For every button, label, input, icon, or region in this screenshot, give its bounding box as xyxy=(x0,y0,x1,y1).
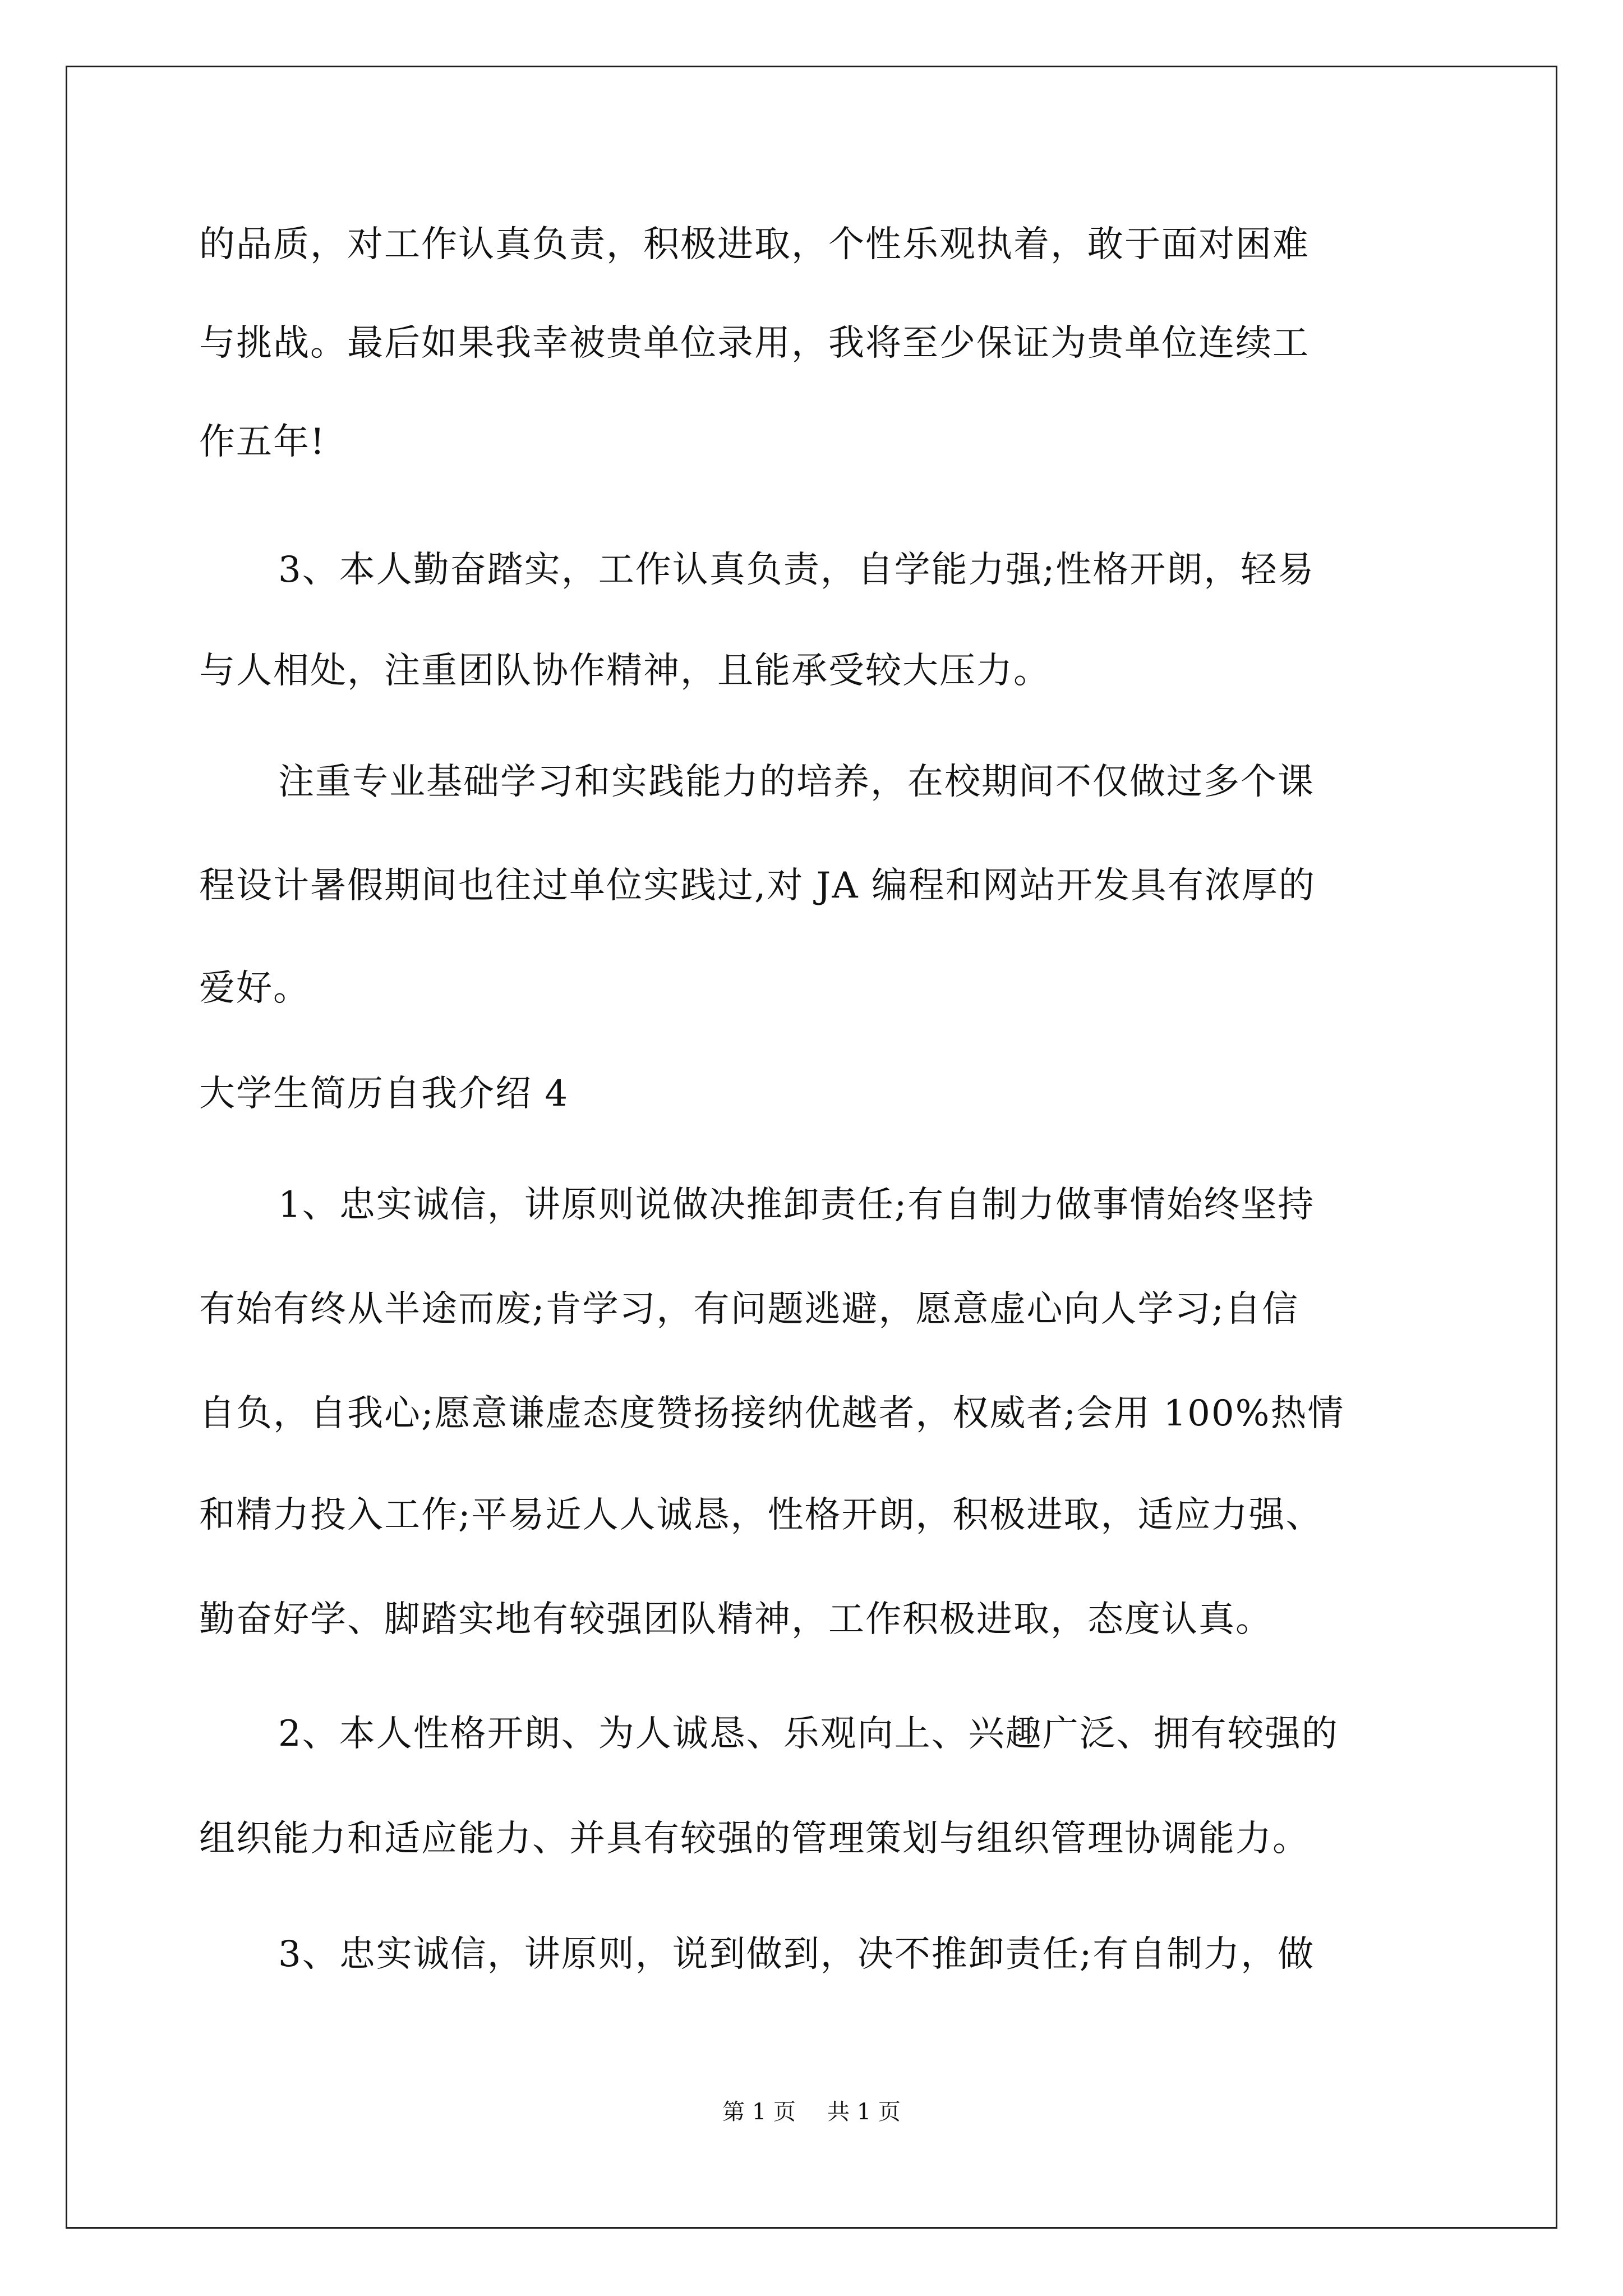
body-text-line: 作五年! xyxy=(199,421,326,463)
paragraph-first-line: 2、本人性格开朗、为人诚恳、乐观向上、兴趣广泛、拥有较强的 xyxy=(278,1713,1339,1755)
total-page-count: 共 1 页 xyxy=(827,2099,901,2125)
body-text-line: 的品质，对工作认真负责，积极进取，个性乐观执着，敢于面对困难 xyxy=(199,224,1310,265)
paragraph-first-line: 3、忠实诚信，讲原则，说到做到，决不推卸责任;有自制力，做 xyxy=(278,1934,1315,1975)
body-text-line: 爱好。 xyxy=(199,968,310,1009)
body-text-line: 组织能力和适应能力、并具有较强的管理策划与组织管理协调能力。 xyxy=(199,1818,1310,1860)
body-text-line: 和精力投入工作;平易近人人诚恳，性格开朗，积极进取，适应力强、 xyxy=(199,1494,1323,1536)
body-text-line: 与挑战。最后如果我幸被贵单位录用，我将至少保证为贵单位连续工 xyxy=(199,323,1310,364)
current-page-number: 第 1 页 xyxy=(722,2099,796,2125)
page-footer xyxy=(0,2101,1623,2123)
section-heading: 大学生简历自我介绍 4 xyxy=(199,1073,569,1115)
paragraph-first-line: 注重专业基础学习和实践能力的培养，在校期间不仅做过多个课 xyxy=(278,761,1315,803)
body-text-line: 自负，自我心;愿意谦虚态度赞扬接纳优越者，权威者;会用 100%热情 xyxy=(199,1393,1345,1434)
paragraph-first-line: 1、忠实诚信，讲原则说做决推卸责任;有自制力做事情始终坚持 xyxy=(278,1184,1315,1226)
body-text-line: 程设计暑假期间也往过单位实践过,对 JA 编程和网站开发具有浓厚的 xyxy=(199,865,1316,907)
body-text-line: 勤奋好学、脚踏实地有较强团队精神，工作积极进取，态度认真。 xyxy=(199,1599,1272,1640)
paragraph-first-line: 3、本人勤奋踏实，工作认真负责，自学能力强;性格开朗，轻易 xyxy=(278,549,1315,591)
body-text-line: 与人相处，注重团队协作精神，且能承受较大压力。 xyxy=(199,650,1050,692)
page-border xyxy=(66,66,1557,2229)
body-text-line: 有始有终从半途而废;肯学习，有问题逃避，愿意虚心向人学习;自信 xyxy=(199,1289,1299,1330)
